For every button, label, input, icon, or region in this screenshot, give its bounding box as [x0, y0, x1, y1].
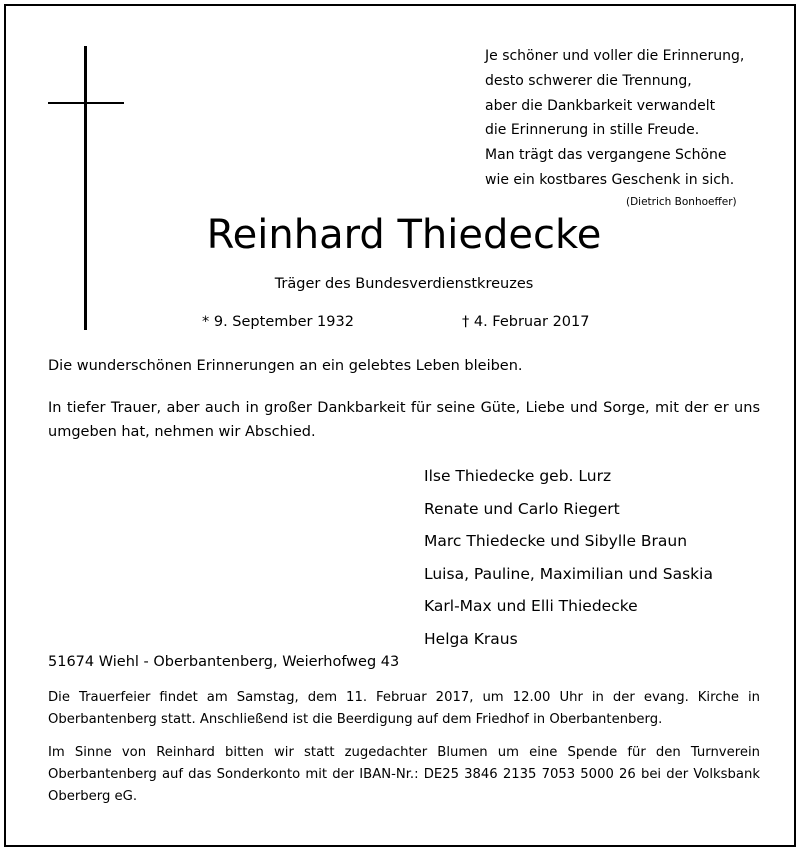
- family-member: Marc Thiedecke und Sibylle Braun: [424, 532, 688, 550]
- mourning-text: In tiefer Trauer, aber auch in großer Dankbarkeit für seine Güte, Liebe und Sorge, mit der er uns umgeben hat, nehmen wir Abschied.: [48, 400, 760, 440]
- cross-icon-bar: [48, 102, 124, 104]
- quote-line: aber die Dankbarkeit verwandelt: [485, 97, 716, 114]
- birth-date: * 9. September 1932: [202, 314, 354, 330]
- obituary-notice: [4, 4, 796, 847]
- deceased-honor: Träger des Bundesverdienstkreuzes: [274, 276, 534, 292]
- family-member: Renate und Carlo Riegert: [424, 499, 620, 518]
- family-member: Luisa, Pauline, Maximilian und Saskia: [424, 564, 713, 583]
- quote-line: Je schöner und voller die Erinnerung,: [485, 48, 745, 64]
- family-member: Helga Kraus: [424, 629, 518, 648]
- family-member: Karl-Max und Elli Thiedecke: [424, 597, 638, 615]
- memory-text: Die wunderschönen Erinnerungen an ein gelebtes Leben bleiben.: [48, 358, 523, 374]
- service-info: Die Trauerfeier findet am Samstag, dem 11. Februar 2017, um 12.00 Uhr in der evang. Kirche in Oberbantenberg statt. Anschließend ist die Beerdigung auf dem Friedhof in Oberbantenberg.: [48, 690, 760, 727]
- quote: [485, 44, 785, 193]
- donation-info: Im Sinne von Reinhard bitten wir statt zugedachter Blumen um eine Spende für den Turnverein Oberbantenberg auf das Sonderkonto mit der IBAN-Nr.: DE25 3846 2135 7053 5000 26 bei der Volksbank Oberberg eG.: [48, 745, 760, 804]
- family-list: [424, 460, 713, 655]
- quote-line: desto schwerer die Trennung,: [485, 72, 692, 89]
- quote-author: (Dietrich Bonhoeffer): [626, 196, 737, 208]
- family-member: Ilse Thiedecke geb. Lurz: [424, 467, 612, 485]
- death-date: † 4. Februar 2017: [462, 314, 590, 330]
- quote-line: wie ein kostbares Geschenk in sich.: [485, 171, 735, 188]
- address: 51674 Wiehl - Oberbantenberg, Weierhofweg 43: [48, 654, 400, 670]
- quote-line: die Erinnerung in stille Freude.: [485, 122, 700, 139]
- quote-line: Man trägt das vergangene Schöne: [485, 147, 727, 164]
- deceased-name: Reinhard Thiedecke: [206, 212, 602, 258]
